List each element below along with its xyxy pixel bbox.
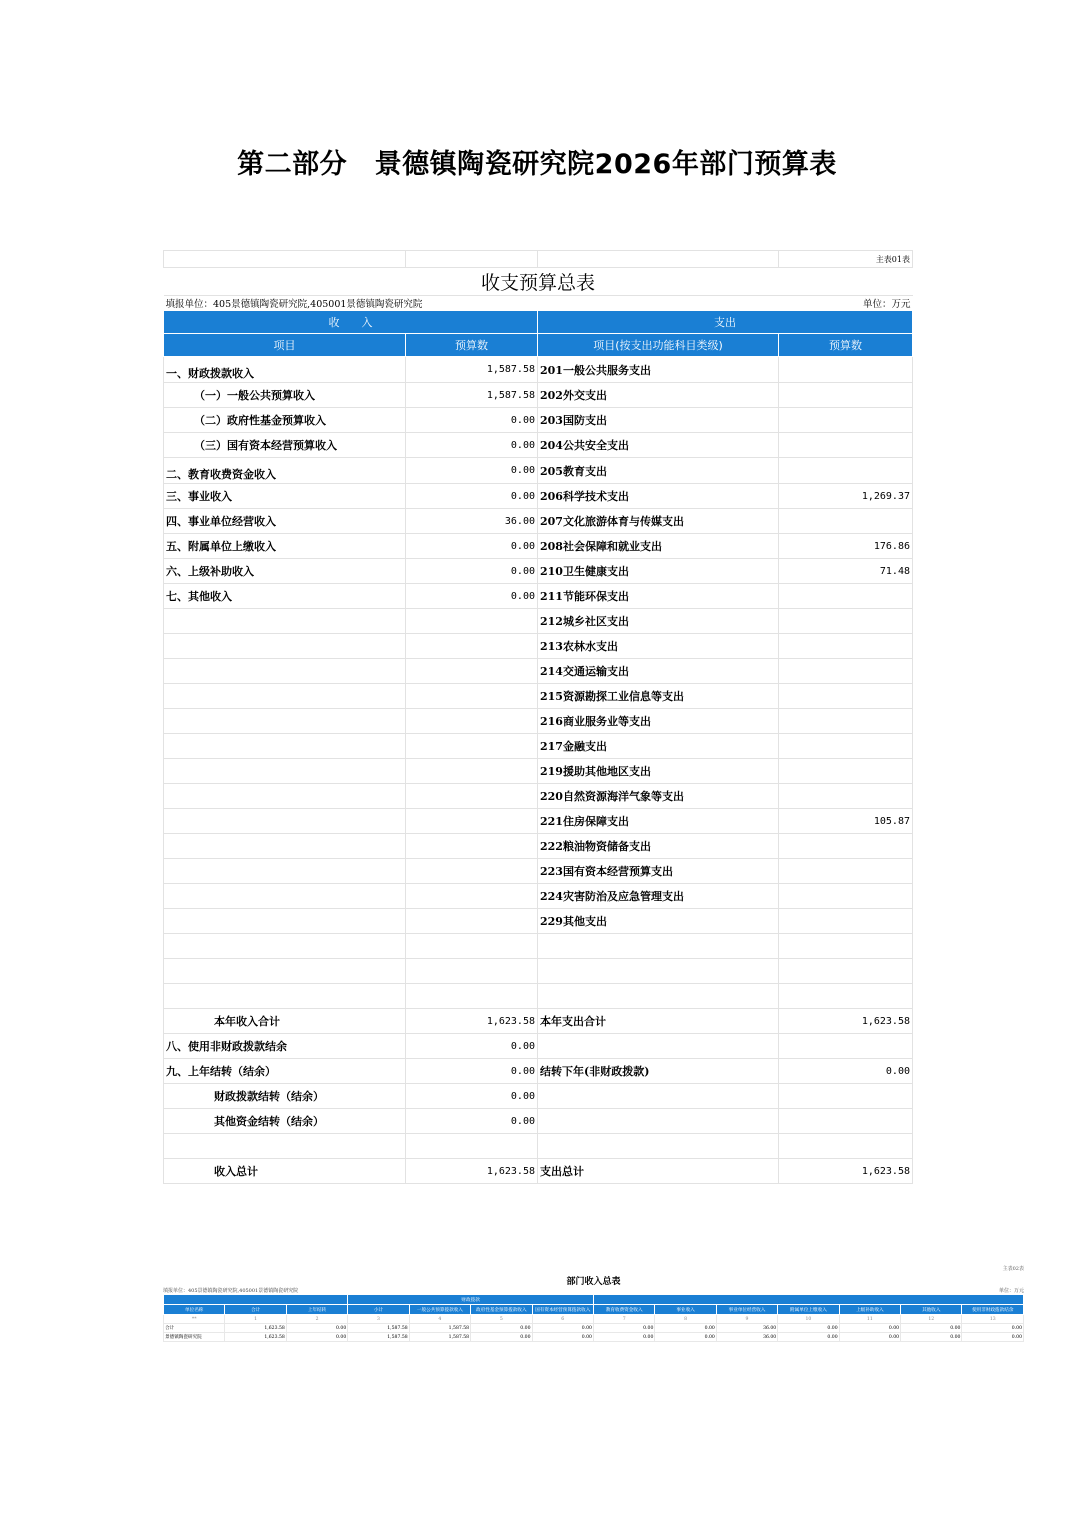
expense-value — [779, 934, 913, 959]
expense-item: 207文化旅游体育与传媒支出 — [538, 509, 779, 534]
table-cell: 0.00 — [839, 1333, 900, 1342]
income-item — [164, 734, 406, 759]
expense-value — [779, 458, 913, 484]
table-row — [164, 734, 913, 759]
column-header: 一般公共预算拨款收入 — [409, 1305, 470, 1315]
income-item: 收入总计 — [164, 1159, 406, 1184]
income-item: 八、使用非财政拨款结余 — [164, 1034, 406, 1059]
expense-value: 1,269.37 — [779, 484, 913, 509]
expense-item: 210卫生健康支出 — [538, 559, 779, 584]
table-cell: 0.00 — [532, 1324, 593, 1333]
expense-value — [779, 408, 913, 433]
column-number: ** — [164, 1315, 225, 1324]
income-value — [406, 609, 538, 634]
expense-item: 201一般公共服务支出 — [538, 357, 779, 383]
table-cell: 0.00 — [778, 1324, 839, 1333]
expense-item — [538, 1084, 779, 1109]
income-item — [164, 834, 406, 859]
table-row — [164, 784, 913, 809]
col-expense-item: 项目(按支出功能科目类级) — [538, 334, 779, 357]
column-header: 附属单位上缴收入 — [778, 1305, 839, 1315]
income-value: 1,587.58 — [406, 383, 538, 408]
column-number: 4 — [409, 1315, 470, 1324]
expense-item — [538, 1109, 779, 1134]
income-item — [164, 934, 406, 959]
table-cell: 1,623.58 — [225, 1324, 286, 1333]
expense-item: 229其他支出 — [538, 909, 779, 934]
table-row — [164, 834, 913, 859]
table-row — [164, 684, 913, 709]
table-cell: 0.00 — [901, 1324, 962, 1333]
expense-item — [538, 959, 779, 984]
unit-label: 单位：万元 — [998, 1288, 1024, 1294]
column-header: 事业单位经营收入 — [716, 1305, 777, 1315]
income-item — [164, 784, 406, 809]
table-row — [164, 859, 913, 884]
blank-cell — [164, 251, 406, 268]
expense-item: 214交通运输支出 — [538, 659, 779, 684]
table-row — [164, 559, 913, 584]
income-item — [164, 634, 406, 659]
column-number: 11 — [839, 1315, 900, 1324]
table-cell: 0.00 — [593, 1324, 654, 1333]
expense-value — [779, 959, 913, 984]
income-item — [164, 709, 406, 734]
column-header: 上年结转 — [286, 1305, 347, 1315]
income-item: 三、事业收入 — [164, 484, 406, 509]
income-item — [164, 984, 406, 1009]
expense-value — [779, 1034, 913, 1059]
expense-item: 216商业服务业等支出 — [538, 709, 779, 734]
unit-line — [163, 1287, 1024, 1294]
column-header: 合计 — [225, 1305, 286, 1315]
income-value: 0.00 — [406, 584, 538, 609]
table-caption: 部门收入总表 — [566, 1277, 621, 1287]
income-value — [406, 834, 538, 859]
expense-item: 217金融支出 — [538, 734, 779, 759]
expense-value — [779, 433, 913, 458]
unit-label: 单位：万元 — [862, 299, 911, 310]
table-row — [164, 884, 913, 909]
income-value: 0.00 — [406, 534, 538, 559]
income-value — [406, 784, 538, 809]
expense-item: 206科学技术支出 — [538, 484, 779, 509]
table-row — [164, 659, 913, 684]
income-item: 五、附属单位上缴收入 — [164, 534, 406, 559]
table-cell: 0.00 — [532, 1333, 593, 1342]
col-budget: 预算数 — [406, 334, 538, 357]
table-row — [164, 584, 913, 609]
income-item: 一、财政拨款收入 — [164, 357, 406, 383]
expense-item: 204公共安全支出 — [538, 433, 779, 458]
table-cell: 0.00 — [778, 1333, 839, 1342]
column-number: 1 — [225, 1315, 286, 1324]
income-item: 其他资金结转（结余） — [164, 1109, 406, 1134]
income-value — [406, 634, 538, 659]
table-cell: 0.00 — [962, 1324, 1024, 1333]
expense-value: 105.87 — [779, 809, 913, 834]
header-fiscal: 财政拨款 — [348, 1295, 594, 1305]
expense-item: 215资源勘探工业信息等支出 — [538, 684, 779, 709]
income-item: 七、其他收入 — [164, 584, 406, 609]
expense-item: 220自然资源海洋气象等支出 — [538, 784, 779, 809]
income-value: 0.00 — [406, 1084, 538, 1109]
income-item — [164, 759, 406, 784]
table-cell: 0.00 — [593, 1333, 654, 1342]
table-row — [164, 1059, 913, 1084]
col-item: 项目 — [164, 334, 406, 357]
income-item: 四、事业单位经营收入 — [164, 509, 406, 534]
income-value: 0.00 — [406, 1109, 538, 1134]
column-number: 6 — [532, 1315, 593, 1324]
income-expense-summary-table — [163, 250, 912, 1184]
table-code: 主表01表 — [779, 251, 913, 268]
column-header: 事业收入 — [655, 1305, 716, 1315]
table-row — [164, 634, 913, 659]
table-row — [164, 1134, 913, 1159]
table-row — [164, 1315, 1024, 1324]
filing-unit: 填报单位：405景德镇陶瓷研究院,405001景德镇陶瓷研究院 — [163, 1288, 299, 1294]
income-value: 0.00 — [406, 484, 538, 509]
income-item — [164, 859, 406, 884]
table-cell: 1,587.58 — [409, 1333, 470, 1342]
income-value — [406, 734, 538, 759]
expense-item: 支出总计 — [538, 1159, 779, 1184]
blank-cell — [538, 251, 779, 268]
expense-value: 1,623.58 — [779, 1009, 913, 1034]
table-row — [164, 1034, 913, 1059]
header-income: 收 入 — [164, 311, 538, 334]
table-row — [164, 1109, 913, 1134]
column-header: 教育收费资金收入 — [593, 1305, 654, 1315]
expense-value — [779, 859, 913, 884]
income-value — [406, 684, 538, 709]
income-value: 0.00 — [406, 408, 538, 433]
income-value: 0.00 — [406, 458, 538, 484]
income-item — [164, 884, 406, 909]
income-item — [164, 609, 406, 634]
income-value: 36.00 — [406, 509, 538, 534]
table-caption: 收支预算总表 — [164, 268, 913, 296]
table-row — [164, 1084, 913, 1109]
table-row — [164, 984, 913, 1009]
column-number: 8 — [655, 1315, 716, 1324]
table-row — [164, 609, 913, 634]
expense-value — [779, 1109, 913, 1134]
table-cell: 0.00 — [962, 1333, 1024, 1342]
table-row — [164, 709, 913, 734]
income-value — [406, 659, 538, 684]
income-value: 1,587.58 — [406, 357, 538, 383]
table-row — [164, 1324, 1024, 1333]
income-value — [406, 1134, 538, 1159]
table-row — [164, 534, 913, 559]
expense-value — [779, 734, 913, 759]
expense-item: 211节能环保支出 — [538, 584, 779, 609]
income-value — [406, 859, 538, 884]
table-row — [164, 1159, 913, 1184]
table-row — [164, 759, 913, 784]
expense-item: 221住房保障支出 — [538, 809, 779, 834]
column-number: 13 — [962, 1315, 1024, 1324]
income-item: （三）国有资本经营预算收入 — [164, 433, 406, 458]
table-cell: 1,587.58 — [348, 1324, 409, 1333]
column-header: 上级补助收入 — [839, 1305, 900, 1315]
expense-value — [779, 509, 913, 534]
header-blank — [164, 1295, 348, 1305]
table-row — [164, 1305, 1024, 1315]
expense-value — [779, 909, 913, 934]
expense-value — [779, 659, 913, 684]
expense-item — [538, 934, 779, 959]
expense-item: 本年支出合计 — [538, 1009, 779, 1034]
table-cell: 36.00 — [716, 1333, 777, 1342]
table-row — [164, 383, 913, 408]
table-code: 主表02表 — [1002, 1266, 1024, 1272]
expense-value — [779, 1134, 913, 1159]
table-row — [164, 1333, 1024, 1342]
income-item — [164, 684, 406, 709]
expense-item — [538, 1034, 779, 1059]
table-cell: 1,587.58 — [409, 1324, 470, 1333]
expense-item: 212城乡社区支出 — [538, 609, 779, 634]
income-value: 0.00 — [406, 1034, 538, 1059]
expense-value — [779, 684, 913, 709]
expense-value: 176.86 — [779, 534, 913, 559]
column-header: 国有资本经营预算拨款收入 — [532, 1305, 593, 1315]
income-value — [406, 959, 538, 984]
expense-item: 203国防支出 — [538, 408, 779, 433]
table-cell: 0.00 — [471, 1333, 532, 1342]
income-item — [164, 659, 406, 684]
income-value — [406, 759, 538, 784]
expense-value — [779, 759, 913, 784]
table-cell: 0.00 — [901, 1333, 962, 1342]
income-value — [406, 934, 538, 959]
column-number: 10 — [778, 1315, 839, 1324]
column-header: 其他收入 — [901, 1305, 962, 1315]
table-row — [164, 484, 913, 509]
table-cell: 0.00 — [471, 1324, 532, 1333]
header-expense: 支出 — [538, 311, 913, 334]
table-cell: 景德镇陶瓷研究院 — [164, 1333, 225, 1342]
column-header: 使用非财政拨款结余 — [962, 1305, 1024, 1315]
income-value — [406, 909, 538, 934]
income-value — [406, 984, 538, 1009]
filing-unit: 填报单位：405景德镇陶瓷研究院,405001景德镇陶瓷研究院 — [165, 299, 423, 310]
income-value: 0.00 — [406, 1059, 538, 1084]
expense-value — [779, 834, 913, 859]
page-title: 第二部分 景德镇陶瓷研究院2026年部门预算表 — [237, 149, 837, 180]
header-blank — [593, 1295, 1023, 1305]
column-number: 2 — [286, 1315, 347, 1324]
income-item: 二、教育收费资金收入 — [164, 458, 406, 484]
income-value: 1,623.58 — [406, 1009, 538, 1034]
table-row — [164, 408, 913, 433]
expense-item — [538, 1134, 779, 1159]
table-cell: 1,623.58 — [225, 1333, 286, 1342]
column-number: 9 — [716, 1315, 777, 1324]
col-expense-budget: 预算数 — [779, 334, 913, 357]
table-row — [164, 458, 913, 484]
table-cell: 36.00 — [716, 1324, 777, 1333]
table-row — [164, 509, 913, 534]
income-value — [406, 809, 538, 834]
expense-item: 223国有资本经营预算支出 — [538, 859, 779, 884]
expense-value: 1,623.58 — [779, 1159, 913, 1184]
expense-value — [779, 1084, 913, 1109]
income-item — [164, 1134, 406, 1159]
column-header: 小计 — [348, 1305, 409, 1315]
table-row — [164, 909, 913, 934]
income-value — [406, 884, 538, 909]
table-cell: 合计 — [164, 1324, 225, 1333]
expense-item: 202外交支出 — [538, 383, 779, 408]
income-value: 1,623.58 — [406, 1159, 538, 1184]
expense-item: 208社会保障和就业支出 — [538, 534, 779, 559]
expense-value — [779, 784, 913, 809]
income-item — [164, 909, 406, 934]
column-header: 政府性基金预算拨款收入 — [471, 1305, 532, 1315]
expense-value — [779, 609, 913, 634]
expense-item: 213农林水支出 — [538, 634, 779, 659]
table-row — [164, 959, 913, 984]
table-cell: 1,587.58 — [348, 1333, 409, 1342]
income-item: 财政拨款结转（结余） — [164, 1084, 406, 1109]
table-cell: 0.00 — [839, 1324, 900, 1333]
expense-item: 224灾害防治及应急管理支出 — [538, 884, 779, 909]
expense-value — [779, 383, 913, 408]
expense-item: 219援助其他地区支出 — [538, 759, 779, 784]
income-item — [164, 809, 406, 834]
blank-cell — [406, 251, 538, 268]
income-value: 0.00 — [406, 559, 538, 584]
table-row — [164, 809, 913, 834]
income-item: （一）一般公共预算收入 — [164, 383, 406, 408]
column-number: 12 — [901, 1315, 962, 1324]
income-value: 0.00 — [406, 433, 538, 458]
income-item: 九、上年结转（结余） — [164, 1059, 406, 1084]
column-number: 3 — [348, 1315, 409, 1324]
income-value — [406, 709, 538, 734]
expense-value — [779, 634, 913, 659]
expense-value — [779, 709, 913, 734]
expense-value: 71.48 — [779, 559, 913, 584]
table-cell: 0.00 — [655, 1333, 716, 1342]
expense-value — [779, 357, 913, 383]
expense-item — [538, 984, 779, 1009]
column-header: 单位名称 — [164, 1305, 225, 1315]
income-item: （二）政府性基金预算收入 — [164, 408, 406, 433]
table-row — [164, 1009, 913, 1034]
table-row — [164, 433, 913, 458]
table-cell: 0.00 — [286, 1324, 347, 1333]
income-item — [164, 959, 406, 984]
expense-value — [779, 584, 913, 609]
expense-value: 0.00 — [779, 1059, 913, 1084]
expense-value — [779, 884, 913, 909]
income-item: 本年收入合计 — [164, 1009, 406, 1034]
table-row — [164, 357, 913, 383]
table-cell: 0.00 — [286, 1333, 347, 1342]
column-number: 7 — [593, 1315, 654, 1324]
expense-item: 205教育支出 — [538, 458, 779, 484]
table-row — [164, 934, 913, 959]
expense-value — [779, 984, 913, 1009]
table-cell: 0.00 — [655, 1324, 716, 1333]
expense-item: 结转下年(非财政拨款) — [538, 1059, 779, 1084]
income-item: 六、上级补助收入 — [164, 559, 406, 584]
column-number: 5 — [471, 1315, 532, 1324]
expense-item: 222粮油物资储备支出 — [538, 834, 779, 859]
